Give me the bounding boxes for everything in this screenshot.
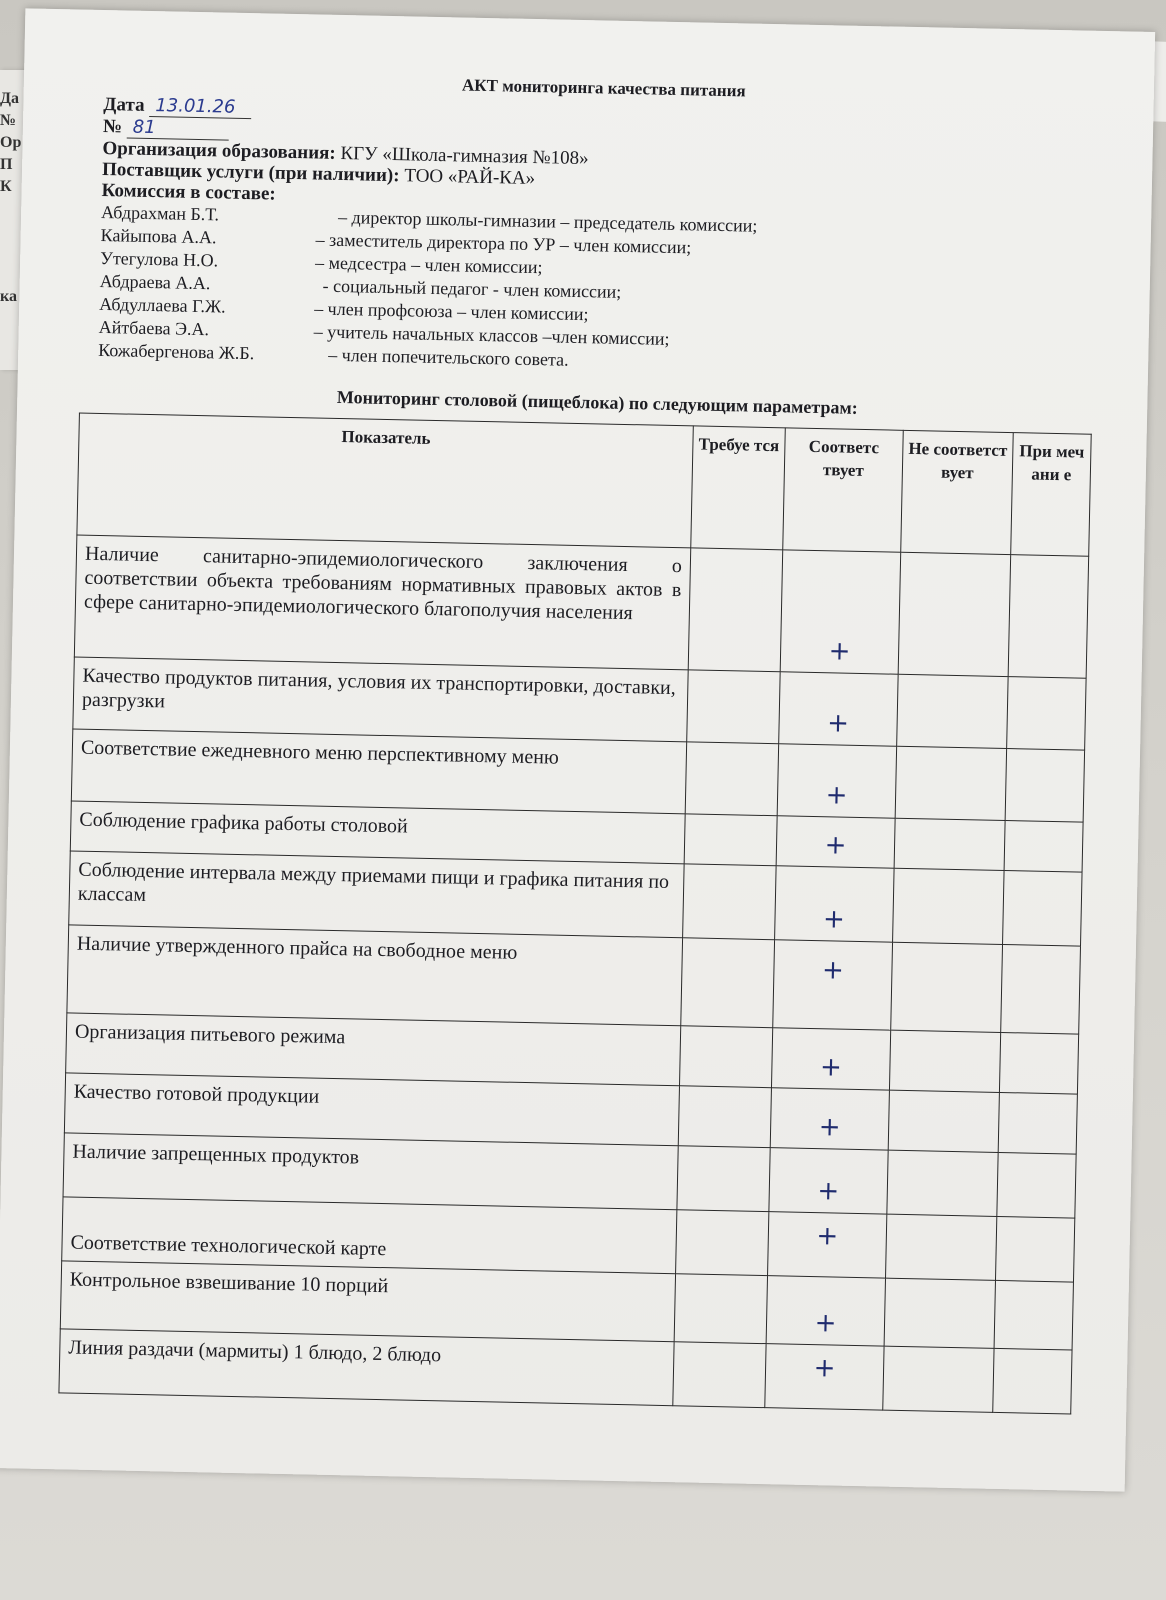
member-role: – заместитель директора по УР – член комиссии; xyxy=(315,229,692,258)
note-cell xyxy=(1007,677,1086,751)
not-complies-cell xyxy=(893,868,1005,944)
not-complies-cell xyxy=(889,1030,1000,1092)
member-role: – член попечительского совета. xyxy=(328,344,569,370)
note-cell xyxy=(1005,749,1084,823)
document-sheet xyxy=(0,8,1155,1491)
member-name: Абдраева А.А. xyxy=(99,270,211,294)
complies-mark: + xyxy=(766,1276,885,1346)
note-cell xyxy=(994,1280,1073,1350)
number-label: № xyxy=(102,115,123,138)
not-complies-cell xyxy=(897,674,1008,748)
not-complies-cell xyxy=(883,1346,994,1412)
complies-mark: + xyxy=(777,744,896,818)
not-complies-cell xyxy=(886,1214,997,1280)
date-value: 13.01.26 xyxy=(149,95,251,119)
header-required: Требуе тся xyxy=(691,426,786,550)
not-complies-cell xyxy=(888,1090,999,1152)
complies-mark: + xyxy=(780,550,901,674)
note-cell xyxy=(1003,871,1083,947)
table-header-row xyxy=(77,413,1091,556)
under-fragment: ка xyxy=(0,288,17,305)
indicator-cell: Соответствие ежедневного меню перспективному меню xyxy=(71,729,686,814)
indicator-cell: Линия раздачи (мармиты) 1 блюдо, 2 блюдо xyxy=(59,1329,674,1406)
indicator-cell: Наличие санитарно-эпидемиологического заключения о соответствии объекта требованиям нормативных правовых актов в сфере санитарно-эпидемиологического благополучия населения xyxy=(74,535,690,670)
not-complies-cell xyxy=(895,746,1006,820)
member-name: Кайыпова А.А. xyxy=(100,224,217,248)
required-cell xyxy=(676,1210,769,1276)
member-role: – директор школы-гимназии – председатель комиссии; xyxy=(337,206,758,236)
complies-mark: + xyxy=(769,1148,888,1214)
member-role: – медсестра – член комиссии; xyxy=(314,252,543,278)
under-fragment: П xyxy=(0,156,13,173)
table-row xyxy=(74,535,1088,678)
indicator-cell: Наличие утвержденного прайса на свободное меню xyxy=(67,925,683,1026)
note-cell xyxy=(999,1032,1078,1094)
required-cell xyxy=(683,864,777,940)
header-note: При меч ани е xyxy=(1011,433,1092,557)
complies-mark: + xyxy=(771,1028,890,1090)
header-indicator: Показатель xyxy=(77,413,693,548)
header-complies: Соответс твует xyxy=(783,428,904,552)
not-complies-cell xyxy=(898,552,1011,676)
note-cell xyxy=(995,1216,1074,1282)
not-complies-cell xyxy=(887,1150,998,1216)
under-fragment: Да xyxy=(0,90,20,107)
indicator-cell: Организация питьевого режима xyxy=(66,1013,681,1086)
member-name: Кожабергенова Ж.Б. xyxy=(98,339,255,364)
complies-mark: + xyxy=(775,866,895,942)
indicator-cell: Качество готовой продукции xyxy=(64,1073,679,1146)
required-cell xyxy=(678,1086,771,1148)
monitoring-title: Мониторинг столовой (пищеблока) по следующим параметрам: xyxy=(336,386,858,418)
commission-label: Комиссия в составе: xyxy=(101,179,276,205)
member-name: Абдуллаева Г.Ж. xyxy=(99,293,226,317)
not-complies-cell xyxy=(884,1278,995,1348)
member-name: Утегулова Н.О. xyxy=(99,247,219,271)
document-content xyxy=(68,68,1104,1415)
complies-mark: + xyxy=(776,816,895,868)
note-cell xyxy=(1008,555,1089,679)
required-cell xyxy=(684,814,777,866)
organization-label: Организация образования: xyxy=(102,137,336,164)
not-complies-cell xyxy=(891,942,1003,1032)
member-role: – учитель начальных классов –член комиссии; xyxy=(313,321,670,349)
indicator-cell: Качество продуктов питания, условия их транспортировки, доставки, разгрузки xyxy=(73,657,688,742)
required-cell xyxy=(685,742,778,816)
supplier-label: Поставщик услуги (при наличии): xyxy=(101,158,400,187)
under-fragment: Ор xyxy=(0,134,22,151)
complies-mark: + xyxy=(770,1088,889,1150)
indicator-cell: Соблюдение интервала между приемами пищи и графика питания по классам xyxy=(69,851,684,938)
required-cell xyxy=(681,938,775,1028)
note-cell xyxy=(993,1348,1072,1414)
note-cell xyxy=(1004,821,1083,873)
complies-mark: + xyxy=(773,940,893,1030)
document-title: АКТ мониторинга качества питания xyxy=(461,75,746,101)
note-cell xyxy=(1001,944,1081,1034)
note-cell xyxy=(997,1152,1076,1218)
required-cell xyxy=(673,1342,766,1408)
indicator-cell: Соответствие технологической карте xyxy=(62,1197,677,1274)
note-cell xyxy=(998,1092,1077,1154)
date-label: Дата xyxy=(103,93,145,116)
complies-mark: + xyxy=(779,672,898,746)
not-complies-cell xyxy=(894,818,1005,870)
number-value: 81 xyxy=(127,116,229,140)
header-not-complies: Не соответст вует xyxy=(901,430,1014,554)
required-cell xyxy=(674,1274,767,1344)
member-name: Абдрахман Б.Т. xyxy=(100,201,220,225)
organization-value: КГУ «Школа-гимназия №108» xyxy=(340,142,589,170)
member-role: – член профсоюза – член комиссии; xyxy=(313,298,589,325)
member-role: - социальный педагог - член комиссии; xyxy=(322,275,622,302)
member-name: Айтбаева Э.А. xyxy=(98,316,210,340)
indicator-cell: Контрольное взвешивание 10 порций xyxy=(60,1261,675,1342)
required-cell xyxy=(677,1146,770,1212)
required-cell xyxy=(687,670,780,744)
required-cell xyxy=(688,548,783,672)
supplier-value: ТОО «РАЙ-КА» xyxy=(404,165,536,190)
required-cell xyxy=(679,1026,772,1088)
indicator-cell: Наличие запрещенных продуктов xyxy=(63,1133,678,1210)
complies-mark: + xyxy=(765,1344,884,1410)
under-fragment: № xyxy=(0,112,17,129)
under-fragment: К xyxy=(0,178,12,195)
complies-mark: + xyxy=(768,1212,887,1278)
monitoring-table xyxy=(58,413,1091,1415)
indicator-cell: Соблюдение графика работы столовой xyxy=(70,801,685,864)
